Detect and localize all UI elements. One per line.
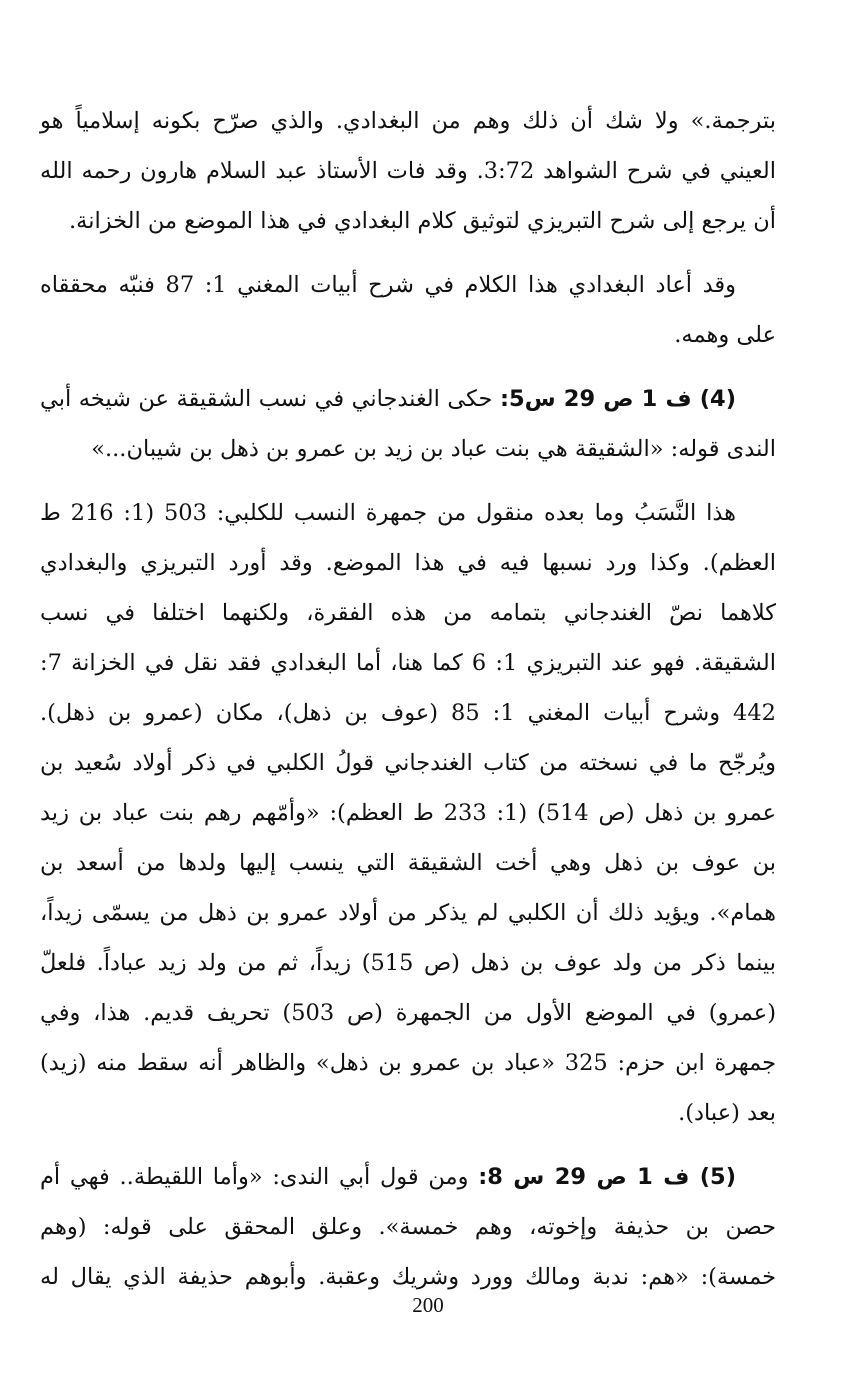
- note-text: ومن قول أبي الندى: «وأما اللقيطة.. فهي أم: [40, 1164, 479, 1190]
- text-line: العظم). وكذا ورد نسبها فيه في هذا الموضع. وقد أورد التبريزي والبغدادي: [40, 550, 776, 576]
- paragraph-2: [40, 260, 776, 360]
- note-reference: (5) ف 1 ص 29 س 8:: [478, 1164, 736, 1190]
- text-line: هذا النَّسَبُ وما بعده منقول من جمهرة النسب للكلبي: 503 (1: 216 ط: [40, 500, 737, 526]
- paragraph-5: [40, 1152, 776, 1302]
- text-line: بترجمة.» ولا شك أن ذلك وهم من البغدادي. والذي صرّح بكونه إسلامياً هو: [40, 108, 776, 134]
- paragraph-3: [40, 374, 776, 474]
- note-text: حكى الغندجاني في نسب الشقيقة عن شيخه أبي: [40, 386, 500, 412]
- text-line: بن عوف بن ذهل وهي أخت الشقيقة التي ينسب إليها ولدها من أسعد بن: [40, 850, 776, 876]
- text-line: 442 وشرح أبيات المغني 1: 85 (عوف بن ذهل)، مكان (عمرو بن ذهل).: [40, 700, 776, 726]
- page-body: [40, 96, 776, 1302]
- text-line: (عمرو) في الموضع الأول من الجمهرة (ص 503) تحريف قديم. هذا، وفي: [40, 1000, 776, 1026]
- text-line: همام». ويؤيد ذلك أن الكلبي لم يذكر من أولاد عمرو بن ذهل من يسمّى زيداً،: [40, 900, 776, 926]
- text-line: خمسة): «هم: ندبة ومالك وورد وشريك وعقبة. وأبوهم حذيفة الذي يقال له: [40, 1264, 776, 1290]
- text-line: بعد (عباد).: [678, 1100, 776, 1126]
- text-line: كلاهما نصّ الغندجاني بتمامه من هذه الفقرة، ولكنهما اختلفا في نسب: [40, 600, 776, 626]
- text-line: [40, 1152, 776, 1202]
- text-line: ويُرجّح ما في نسخته من كتاب الغندجاني قولُ الكلبي في ذكر أولاد سُعيد بن: [40, 750, 776, 776]
- text-line: [40, 374, 776, 424]
- note-reference: (4) ف 1 ص 29 س5:: [499, 386, 736, 412]
- text-line: بينما ذكر من ولد عوف بن ذهل (ص 515) زيداً، ثم من ولد زيد عباداً. فلعلّ: [40, 950, 776, 976]
- text-line: جمهرة ابن حزم: 325 «عباد بن عمرو بن ذهل» والظاهر أنه سقط منه (زيد): [40, 1050, 776, 1076]
- text-line: الشقيقة. فهو عند التبريزي 1: 6 كما هنا، أما البغدادي فقد نقل في الخزانة 7:: [40, 650, 776, 676]
- text-line: عمرو بن ذهل (ص 514) (1: 233 ط العظم): «وأمّهم رهم بنت عباد بن زيد: [40, 800, 777, 826]
- text-line: أن يرجع إلى شرح التبريزي لتوثيق كلام البغدادي في هذا الموضع من الخزانة.: [68, 208, 776, 234]
- text-line: حصن بن حذيفة وإخوته، وهم خمسة». وعلق المحقق على قوله: (وهم: [40, 1214, 776, 1240]
- paragraph-4: [40, 488, 776, 1138]
- text-line: وقد أعاد البغدادي هذا الكلام في شرح أبيات المغني 1: 87 فنبّه محققاه: [40, 272, 737, 298]
- text-line: على وهمه.: [674, 322, 776, 348]
- page-number: 200: [412, 1293, 444, 1317]
- text-line: الندى قوله: «الشقيقة هي بنت عباد بن زيد بن عمرو بن ذهل بن شيبان...»: [91, 436, 776, 462]
- paragraph-1: [40, 96, 776, 246]
- text-line: العيني في شرح الشواهد 3:72. وقد فات الأستاذ عبد السلام هارون رحمه الله: [40, 158, 776, 184]
